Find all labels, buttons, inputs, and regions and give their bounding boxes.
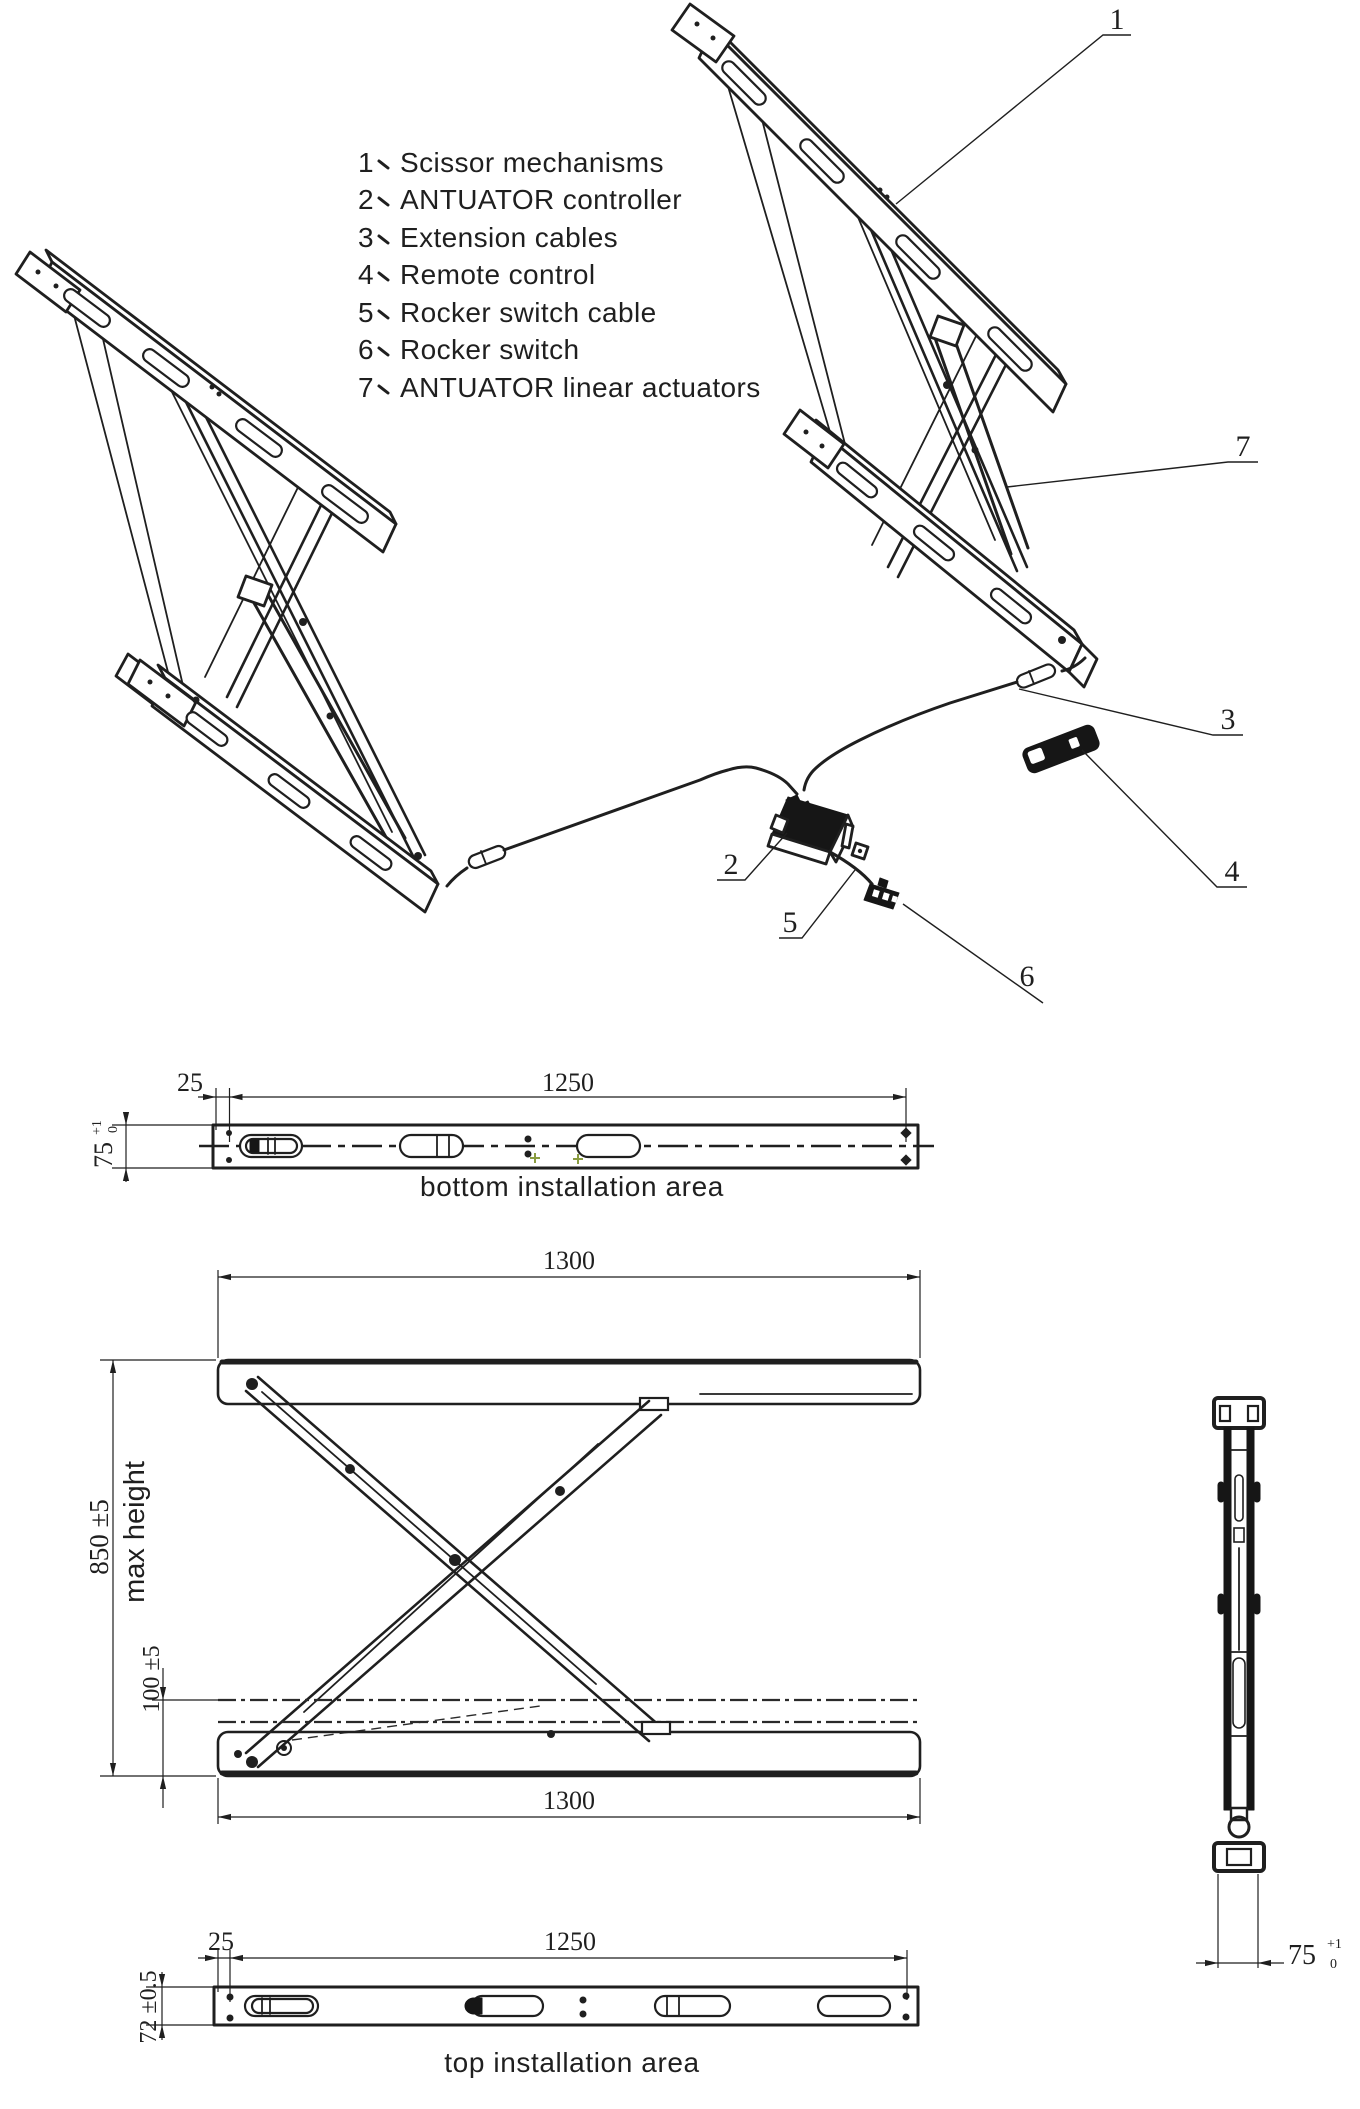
callout-1 — [896, 3, 1131, 204]
cable-connector-right — [1015, 662, 1057, 689]
item-label: Rocker switch — [400, 334, 580, 365]
area-label-bottom: bottom installation area — [420, 1171, 724, 1202]
dim-text-top-width: 1300 — [543, 1246, 595, 1275]
leader-line — [1019, 689, 1243, 735]
callout-number: 2 — [723, 848, 739, 881]
dim-top-width — [218, 1246, 920, 1358]
dim-label-max-height: max height — [119, 1461, 151, 1603]
side-view-drawing — [84, 1246, 920, 1824]
parts-list-item — [358, 184, 682, 215]
ideographic-comma — [379, 273, 388, 280]
extension-cable-left — [447, 767, 797, 886]
callout-number: 4 — [1224, 855, 1240, 888]
datum-marks — [530, 1153, 583, 1164]
top-installation-drawing — [136, 1927, 918, 2078]
scissor-mechanism-right — [672, 4, 1097, 687]
leader-line — [1007, 462, 1258, 487]
callout-4 — [1082, 750, 1247, 888]
dim-tol-upper: +1 — [1327, 1937, 1342, 1952]
dim-collapsed-height — [139, 1645, 218, 1808]
item-label: Extension cables — [400, 222, 619, 253]
dim-tol-lower: 0 — [106, 1126, 121, 1133]
dim-tol-lower: 0 — [1330, 1957, 1337, 1972]
dim-text-offset: 25 — [177, 1068, 203, 1097]
callout-3 — [1019, 689, 1243, 736]
item-number: 7 — [358, 372, 374, 403]
callout-7 — [1007, 430, 1258, 487]
ideographic-comma — [379, 161, 388, 168]
dim-text-collapsed-height: 100 ±5 — [139, 1645, 165, 1713]
isometric-exploded-view — [16, 3, 1258, 1003]
item-label: ANTUATOR linear actuators — [400, 372, 761, 403]
dim-text-span: 1250 — [542, 1068, 594, 1097]
dim-text-bottom-width: 1300 — [543, 1786, 595, 1815]
ideographic-comma — [379, 236, 388, 243]
leader-line — [1082, 750, 1247, 887]
scissor-arms — [246, 1377, 661, 1767]
cable-connector-left — [467, 844, 507, 870]
ideographic-comma — [379, 311, 388, 318]
dim-text-offset: 25 — [208, 1927, 234, 1956]
callout-number: 7 — [1235, 430, 1251, 463]
remote-control — [1021, 723, 1101, 775]
callout-number: 6 — [1019, 960, 1035, 993]
parts-list-item — [358, 259, 595, 290]
bottom-platform — [218, 1722, 920, 1776]
dim-max-height — [84, 1360, 216, 1776]
callout-number: 5 — [782, 906, 798, 939]
dim-tol-upper: +1 — [90, 1120, 105, 1135]
callout-number: 1 — [1109, 3, 1125, 36]
callout-number: 3 — [1220, 703, 1236, 736]
dim-text-end-width: 75 — [1288, 1940, 1316, 1971]
parts-list-item — [358, 372, 761, 403]
leader-line — [896, 35, 1131, 204]
item-label: Rocker switch cable — [400, 297, 657, 328]
item-label: Scissor mechanisms — [400, 147, 664, 178]
dim-bottom-width — [218, 1778, 920, 1824]
top-rail-outline — [214, 1987, 918, 2025]
dim-end-width — [1196, 1874, 1342, 1972]
collapsed-position-phantom — [218, 1700, 920, 1740]
item-number: 2 — [358, 184, 374, 215]
callout-6 — [903, 904, 1043, 1003]
dim-rail-height — [89, 1112, 214, 1182]
scissor-mechanism-left — [16, 250, 438, 912]
ideographic-comma — [379, 386, 388, 393]
item-number: 5 — [358, 297, 374, 328]
item-label: Remote control — [400, 259, 596, 290]
parts-list-item — [358, 297, 657, 328]
callout-5 — [779, 870, 855, 939]
dim-rail-height — [136, 1970, 214, 2043]
dim-text-height: 72 ±0.5 — [136, 1970, 162, 2044]
dim-text-span: 1250 — [544, 1927, 596, 1956]
dim-offset-and-span — [198, 1927, 907, 2002]
item-number: 1 — [358, 147, 374, 178]
ideographic-comma — [379, 348, 388, 355]
item-number: 6 — [358, 334, 374, 365]
dim-offset-and-span — [177, 1068, 906, 1142]
bottom-installation-drawing — [89, 1068, 934, 1202]
parts-list-item — [358, 334, 579, 365]
area-label-top: top installation area — [444, 2047, 700, 2078]
ideographic-comma — [379, 198, 388, 205]
controller-box — [768, 795, 872, 884]
dim-text-max-height: 850 ±5 — [84, 1499, 114, 1575]
end-view-drawing — [1196, 1398, 1342, 1972]
parts-list-item — [358, 147, 664, 178]
item-label: ANTUATOR controller — [400, 184, 682, 215]
dim-text-height: 75 — [89, 1142, 118, 1168]
parts-list-item — [358, 222, 618, 253]
item-number: 4 — [358, 259, 374, 290]
parts-list — [358, 147, 761, 403]
item-number: 3 — [358, 222, 374, 253]
top-platform — [218, 1360, 920, 1410]
